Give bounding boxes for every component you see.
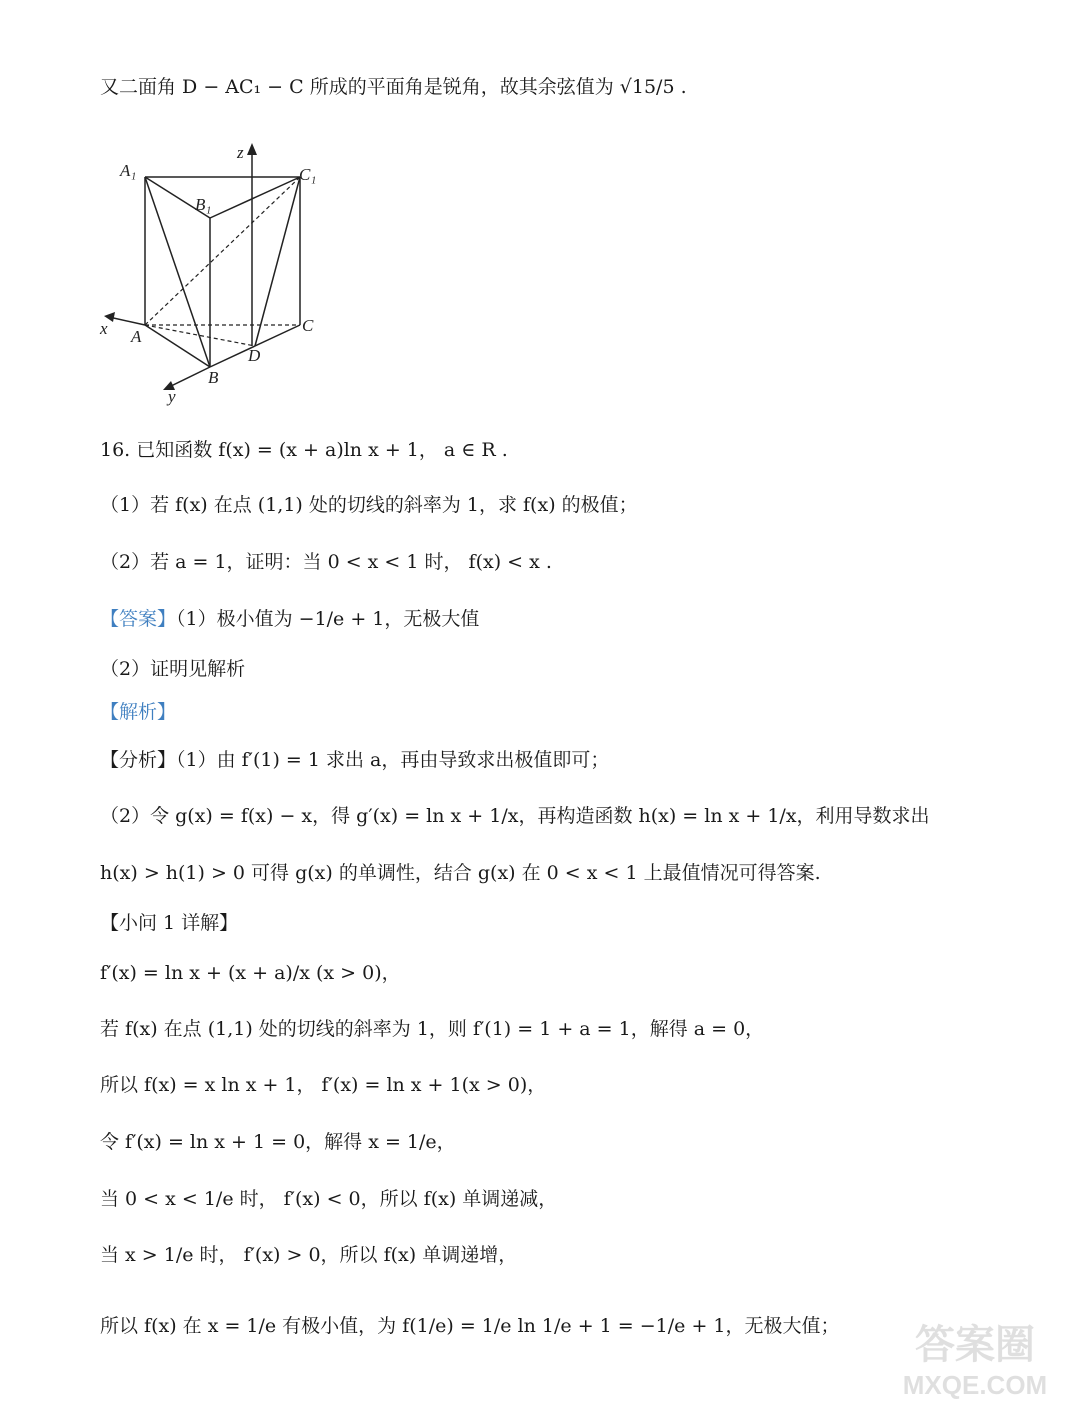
analysis-tag: 【解析】: [100, 701, 177, 723]
solution-line-3: 所以 f(x) = x ln x + 1， f′(x) = ln x + 1(x > 0)，: [100, 1074, 547, 1096]
label-a: A: [131, 327, 142, 346]
edge-a-b: [145, 325, 210, 367]
dashed-a-c1: [145, 177, 300, 325]
solution-line-2: 若 f(x) 在点 (1,1) 处的切线的斜率为 1，则 f′(1) = 1 + a = 1，解得 a = 0，: [100, 1018, 765, 1040]
prism-figure: [95, 140, 335, 410]
y-axis: [167, 367, 210, 388]
question-16: 16. 已知函数 f(x) = (x + a)ln x + 1， a ∈ R .: [100, 439, 508, 461]
solution-line-1: f′(x) = ln x + (x + a)/x (x > 0)，: [100, 962, 401, 984]
analysis-line-1: 【分析】（1）由 f′(1) = 1 求出 a，再由导致求出极值即可；: [100, 749, 610, 771]
label-d: D: [248, 346, 261, 365]
watermark-top: 答案圈: [915, 1323, 1035, 1367]
watermark: [890, 1313, 1060, 1401]
label-a1: A₁: [120, 161, 137, 180]
z-arrowhead: [247, 143, 257, 155]
solution-line-6: 当 x > 1/e 时， f′(x) > 0，所以 f(x) 单调递增，: [100, 1244, 518, 1266]
label-x: x: [100, 319, 108, 338]
solution-line-4: 令 f′(x) = ln x + 1 = 0，解得 x = 1/e，: [100, 1131, 456, 1153]
label-b: B: [208, 368, 219, 387]
question-16-part2: （2）若 a = 1，证明：当 0 < x < 1 时， f(x) < x .: [100, 551, 552, 573]
x-axis: [109, 317, 145, 325]
solution-line-5: 当 0 < x < 1/e 时， f′(x) < 0，所以 f(x) 单调递减，: [100, 1188, 558, 1210]
question-16-part1: （1）若 f(x) 在点 (1,1) 处的切线的斜率为 1，求 f(x) 的极值；: [100, 494, 638, 516]
label-b1: B₁: [195, 195, 212, 214]
watermark-bottom: MXQE.COM: [902, 1370, 1048, 1400]
answer-tag: 【答案】: [100, 608, 177, 630]
answer-part1: （1）极小值为 −1/e + 1，无极大值: [176, 608, 480, 630]
label-z: z: [237, 143, 244, 162]
answer-line-1: [100, 604, 479, 631]
answer-line-2: （2）证明见解析: [100, 658, 246, 680]
label-y: y: [168, 387, 176, 406]
solution-line-7: 所以 f(x) 在 x = 1/e 有极小值，为 f(1/e) = 1/e ln 1/e + 1 = −1/e + 1，无极大值；: [100, 1315, 840, 1337]
edge-b1-c1: [210, 177, 300, 218]
segment-c1-d: [255, 177, 300, 346]
subquestion-1-heading: 【小问 1 详解】: [100, 912, 239, 934]
analysis-line-3: h(x) > h(1) > 0 可得 g(x) 的单调性，结合 g(x) 在 0 < x < 1 上最值情况可得答案.: [100, 862, 821, 884]
text-line-dihedral: 又二面角 D − AC₁ − C 所成的平面角是锐角，故其余弦值为 √15/5 .: [100, 76, 687, 98]
label-c1: C₁: [299, 165, 317, 184]
analysis-line-2: （2）令 g(x) = f(x) − x，得 g′(x) = ln x + 1/x，再构造函数 h(x) = ln x + 1/x，利用导数求出: [100, 805, 930, 827]
label-c: C: [302, 316, 314, 335]
